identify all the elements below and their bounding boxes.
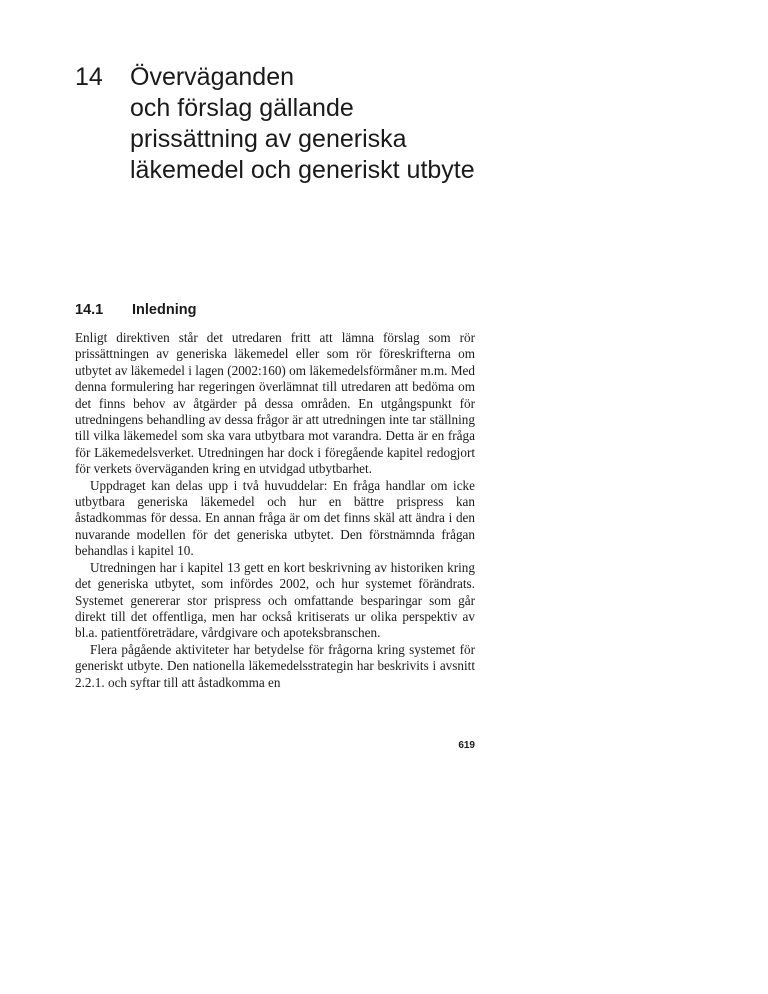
paragraph: Utredningen har i kapitel 13 gett en kort beskrivning av historiken kring det generiska utbytet, som infördes 2002, och hur systemet förändrats. Systemet genererar stor prispress och omfattande besparingar som går direkt till det offentliga, men har också kritiserats ur olika perspektiv av bl.a. patientföreträdare, vårdgivare och apoteksbranschen. (75, 559, 475, 641)
paragraph: Flera pågående aktiviteter har betydelse för frågorna kring systemet för generiskt utbyte. Den nationella läkemedelsstrategin har beskrivits i avsnitt 2.2.1. och syftar till att åstadkomma en (75, 641, 475, 690)
chapter-title-line: Överväganden (130, 63, 295, 91)
paragraph: Uppdraget kan delas upp i två huvuddelar: En fråga handlar om icke utbytbara generiska läkemedel och hur en bättre prispress kan åstadkommas för dessa. En annan fråga är om det finns skäl att ändra i den nuvarande modellen för det generiska utbytet. Den förstnämnda frågan behandlas i kapitel 10. (75, 477, 475, 559)
section-number: 14.1 (75, 302, 104, 318)
chapter-number: 14 (75, 63, 103, 91)
chapter-title-line: läkemedel och generiskt utbyte (130, 156, 475, 184)
chapter-title-line: och förslag gällande (130, 94, 354, 122)
paragraph: Enligt direktiven står det utredaren fritt att lämna förslag som rör prissättningen av generiska läkemedel eller som rör föreskrifterna om utbytet av läkemedel i lagen (2002:160) om läkemedelsförmåner m.m. Med denna formulering har regeringen överlämnat till utredaren att bedöma om det finns behov av åtgärder på dessa områden. En utgångspunkt för utredningens behandling av dessa frågor är att utredningen inte tar ställning till vilka läkemedel som ska vara utbytbara mot varandra. Detta är en fråga för Läkemedelsverket. Utredningen har dock i föregående kapitel redogjort för verkets överväganden kring en utvidgad utbytbarhet. (75, 330, 475, 477)
section-title: Inledning (132, 302, 197, 318)
section-heading (75, 300, 196, 320)
chapter-title (130, 62, 550, 186)
page-number: 619 (458, 740, 475, 751)
chapter-title-line: prissättning av generiska (130, 125, 407, 153)
body-text (75, 330, 475, 691)
